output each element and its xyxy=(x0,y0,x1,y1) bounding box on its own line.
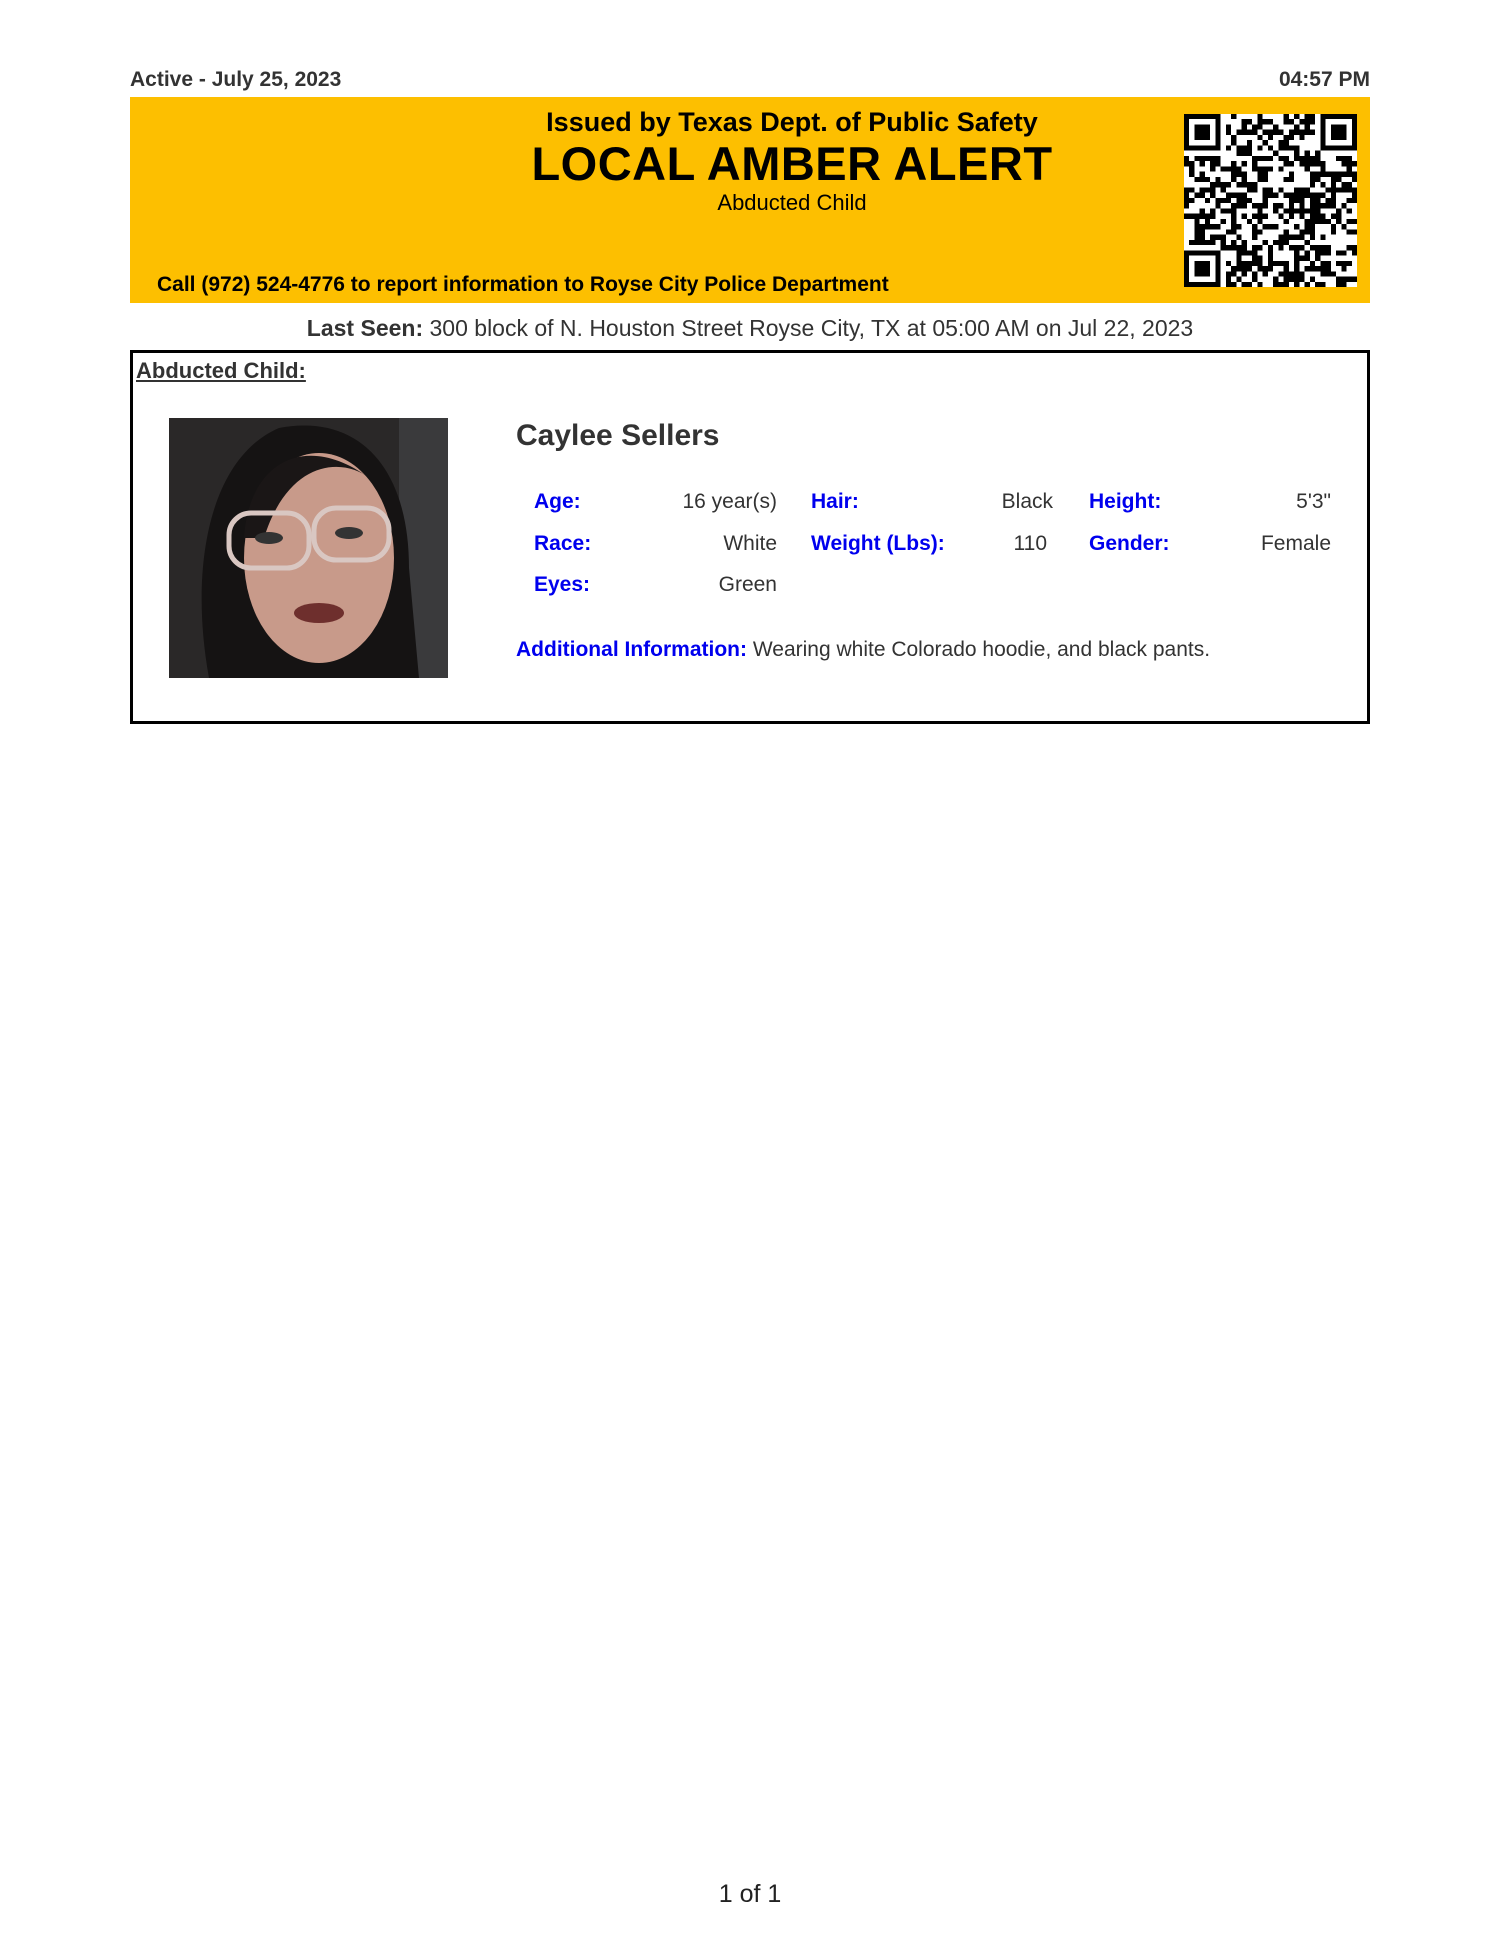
child-name: Caylee Sellers xyxy=(516,419,720,452)
status-date: Active - July 25, 2023 xyxy=(130,68,342,91)
last-seen xyxy=(0,315,1500,342)
alert-banner xyxy=(130,97,1370,303)
page-number: 1 of 1 xyxy=(718,1880,782,1908)
eyes-label: Eyes: xyxy=(534,573,591,596)
gender-value: Female xyxy=(1260,532,1331,555)
height-label: Height: xyxy=(1089,490,1162,513)
last-seen-label: Last Seen: xyxy=(306,315,424,341)
hair-value: Black xyxy=(1001,490,1053,513)
height-value: 5'3" xyxy=(1296,490,1331,513)
child-photo xyxy=(169,418,448,678)
race-label: Race: xyxy=(534,532,592,555)
additional-information xyxy=(516,638,1210,662)
alert-title: LOCAL AMBER ALERT xyxy=(531,137,1053,190)
issued-by: Issued by Texas Dept. of Public Safety xyxy=(546,107,1038,137)
gender-label: Gender: xyxy=(1089,532,1170,555)
qr-modules xyxy=(1184,114,1357,287)
eyes-value: Green xyxy=(718,573,777,596)
weight-value: 110 xyxy=(1013,532,1047,555)
section-label: Abducted Child: xyxy=(136,358,306,383)
child-details-box xyxy=(130,350,1370,724)
last-seen-value: 300 block of N. Houston Street Royse City, TX at 05:00 AM on Jul 22, 2023 xyxy=(429,315,1194,341)
race-value: White xyxy=(723,532,777,555)
additional-info-label: Additional Information: xyxy=(516,638,747,661)
hair-label: Hair: xyxy=(811,490,859,513)
call-instructions: Call (972) 524-4776 to report information to Royse City Police Department xyxy=(157,273,889,296)
alert-subtitle: Abducted Child xyxy=(717,190,867,215)
weight-label: Weight (Lbs): xyxy=(811,532,945,555)
age-value: 16 year(s) xyxy=(682,490,777,513)
alert-time: 04:57 PM xyxy=(1278,68,1370,91)
additional-info-value: Wearing white Colorado hoodie, and black pants. xyxy=(752,638,1211,661)
age-label: Age: xyxy=(534,490,581,513)
qr-code[interactable] xyxy=(1184,114,1357,287)
